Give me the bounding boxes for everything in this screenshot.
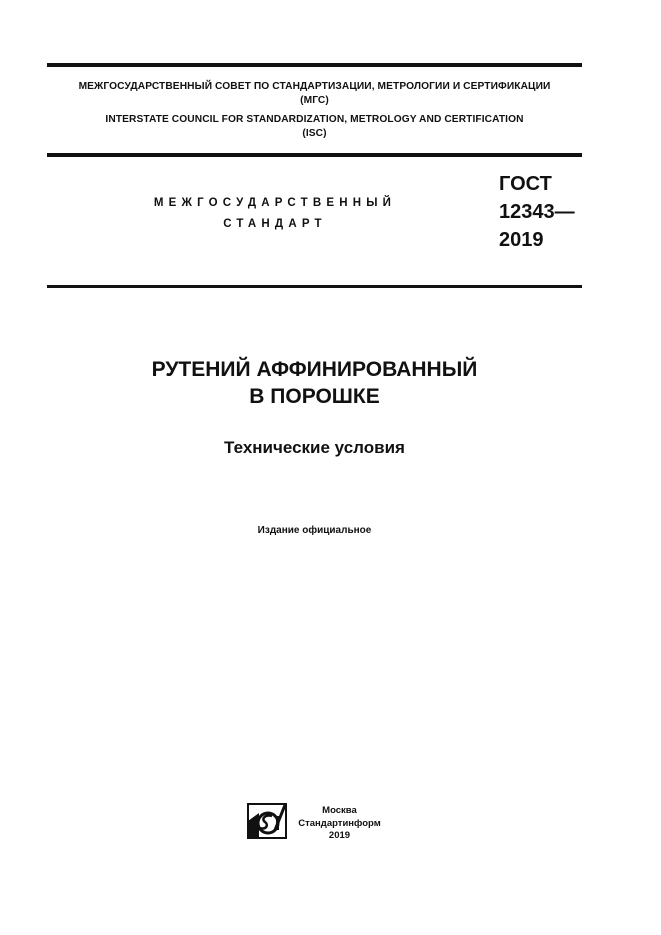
publisher-city: Москва [322,805,357,816]
council-name-en [47,113,582,141]
council-abbr-ru: (МГС) [300,95,329,106]
council-abbr-en: (ISC) [302,128,327,139]
council-name-ru-text: МЕЖГОСУДАРСТВЕННЫЙ СОВЕТ ПО СТАНДАРТИЗАЦИИ, МЕТРОЛОГИИ И СЕРТИФИКАЦИИ [78,81,551,92]
publisher-name: Стандартинформ [298,817,381,829]
publisher-imprint [292,805,387,843]
document-subtitle: Технические условия [224,438,405,457]
standard-type [130,193,420,235]
gost-designation [499,170,575,254]
council-name-en-text: INTERSTATE COUNCIL FOR STANDARDIZATION, METROLOGY AND CERTIFICATION [105,114,524,125]
top-rule [47,63,582,67]
document-title-line2: В ПОРОШКЕ [249,385,380,408]
header-rule [47,153,582,157]
council-name-ru [47,80,582,108]
publisher-year: 2019 [328,830,351,841]
standard-type-line2: СТАНДАРТ [223,218,327,230]
document-title [47,356,582,410]
edition-label: Издание официальное [257,525,372,536]
gost-prefix: ГОСТ [499,173,552,195]
standard-type-line1: МЕЖГОСУДАРСТВЕННЫЙ [153,197,397,209]
standartinform-logo-icon [247,803,287,839]
gost-number: 12343— [499,201,575,223]
title-rule [47,285,582,288]
document-title-line1: РУТЕНИЙ АФФИНИРОВАННЫЙ [151,358,478,381]
gost-year: 2019 [499,229,544,251]
